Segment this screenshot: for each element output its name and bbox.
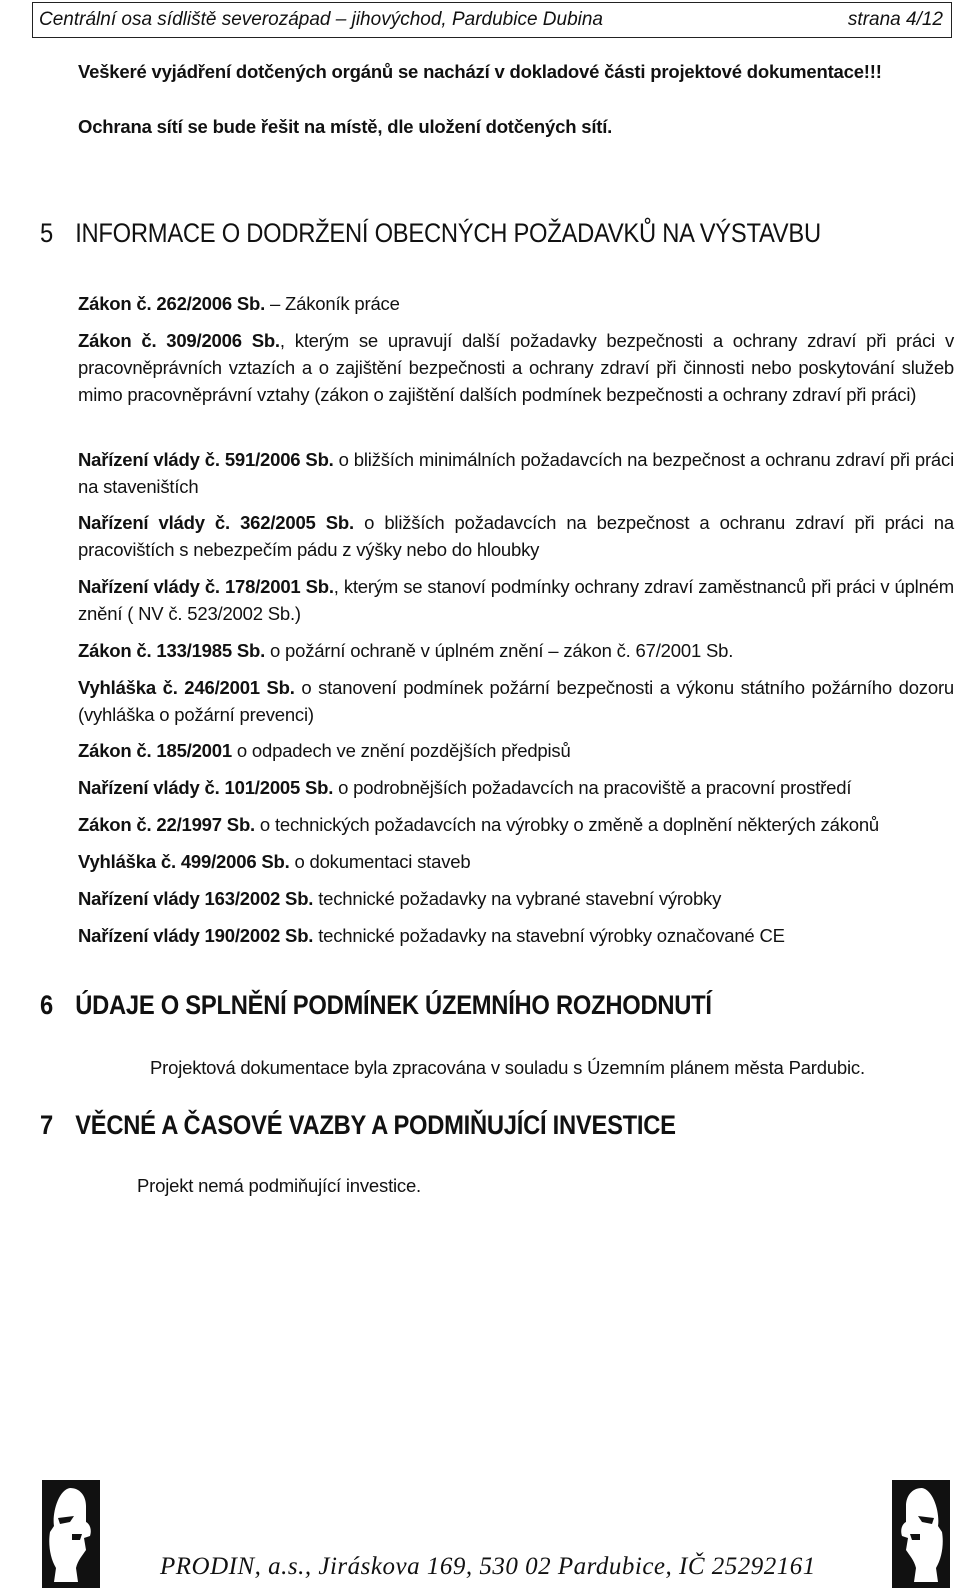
section-title: VĚCNÉ A ČASOVÉ VAZBY A PODMIŇUJÍCÍ INVESTICE (75, 1110, 676, 1140)
page-number: strana 4/12 (847, 9, 943, 30)
section-number: 7 (40, 1110, 53, 1140)
law-description: o dokumentaci staveb (289, 851, 471, 872)
law-description: technické požadavky na stavební výrobky označované CE (313, 925, 785, 946)
law-item (78, 290, 954, 317)
law-reference: Zákon č. 133/1985 Sb. (78, 640, 266, 661)
law-description: o bližších minimálních požadavcích na bezpečnost a ochranu zdraví při práci na staveništích (78, 449, 954, 497)
law-item (78, 811, 954, 838)
section-6-heading (40, 990, 832, 1021)
intro-line-2: Ochrana sítí se bude řešit na místě, dle uložení dotčených sítí. (78, 116, 613, 137)
law-item (78, 573, 954, 627)
law-item (78, 774, 954, 801)
law-reference: Vyhláška č. 246/2001 Sb. (78, 677, 295, 698)
law-item (78, 509, 954, 563)
law-description: o bližších požadavcích na bezpečnost a ochranu zdraví při práci na pracovištích s nebezpečím pádu z výšky nebo do hloubky (78, 512, 954, 560)
law-reference: Zákon č. 309/2006 Sb. (78, 330, 280, 351)
law-reference: Nařízení vlády č. 362/2005 Sb. (78, 512, 354, 533)
law-reference: Nařízení vlády č. 101/2005 Sb. (78, 777, 334, 798)
section-title: ÚDAJE O SPLNĚNÍ PODMÍNEK ÚZEMNÍHO ROZHODNUTÍ (75, 990, 712, 1020)
company-address: PRODIN, a.s., Jiráskova 169, 530 02 Pardubice, IČ 25292161 (160, 1553, 816, 1580)
law-item (78, 446, 954, 500)
law-reference: Nařízení vlády 190/2002 Sb. (78, 925, 314, 946)
section-number: 6 (40, 990, 53, 1020)
law-description: , kterým se upravují další požadavky bezpečnosti a ochrany zdraví při práci v pracovněprávních vztazích a o zajištění bezpečnosti a ochrany zdraví při činnosti nebo poskytování služeb mimo pracovněprávní vztahy (zákon o zajištění dalších podmínek bezpečnosti a ochrany zdraví při práci) (78, 330, 954, 405)
page-header (32, 2, 952, 38)
law-description: o technických požadavcích na výrobky o změně a doplnění některých zákonů (254, 814, 880, 835)
law-item (78, 885, 954, 912)
law-description: o stanovení podmínek požární bezpečnosti a výkonu státního požárního dozoru (vyhláška o požární prevenci) (78, 677, 954, 725)
law-reference: Vyhláška č. 499/2006 Sb. (78, 851, 290, 872)
law-description: – Zákoník práce (265, 293, 400, 314)
law-description: o odpadech ve znění pozdějších předpisů (231, 740, 571, 761)
law-description: technické požadavky na vybrané stavební výrobky (313, 888, 722, 909)
law-reference: Zákon č. 262/2006 Sb. (78, 293, 266, 314)
law-item (78, 327, 954, 408)
section-7-text: Projekt nemá podmiňující investice. (137, 1175, 421, 1196)
law-reference: Nařízení vlády č. 178/2001 Sb. (78, 576, 334, 597)
section-5-heading (40, 218, 832, 249)
law-item (78, 922, 954, 949)
document-title: Centrální osa sídliště severozápad – jihovýchod, Pardubice Dubina (39, 9, 603, 30)
law-item (78, 637, 954, 664)
law-item (78, 674, 954, 728)
page-footer (40, 1478, 952, 1590)
intro-line-1: Veškeré vyjádření dotčených orgánů se nachází v dokladové části projektové dokumentace!!! (78, 61, 882, 82)
law-reference: Zákon č. 22/1997 Sb. (78, 814, 255, 835)
law-reference: Nařízení vlády č. 591/2006 Sb. (78, 449, 334, 470)
law-description: o podrobnějších požadavcích na pracoviště a pracovní prostředí (333, 777, 852, 798)
law-item (78, 737, 954, 764)
section-6-text: Projektová dokumentace byla zpracována v souladu s Územním plánem města Pardubic. (150, 1057, 865, 1078)
law-description: , kterým se stanoví podmínky ochrany zdraví zaměstnanců při práci v úplném znění ( NV č. 523/2002 Sb.) (78, 576, 954, 624)
law-description: o požární ochraně v úplném znění – zákon č. 67/2001 Sb. (265, 640, 734, 661)
section-7-heading (40, 1110, 832, 1141)
law-reference: Zákon č. 185/2001 (78, 740, 232, 761)
law-reference: Nařízení vlády 163/2002 Sb. (78, 888, 314, 909)
section-title: INFORMACE O DODRŽENÍ OBECNÝCH POŽADAVKŮ NA VÝSTAVBU (75, 218, 821, 248)
law-item (78, 848, 954, 875)
section-number: 5 (40, 218, 53, 248)
moai-head-logo-right (890, 1478, 952, 1590)
moai-head-logo-left (40, 1478, 102, 1590)
